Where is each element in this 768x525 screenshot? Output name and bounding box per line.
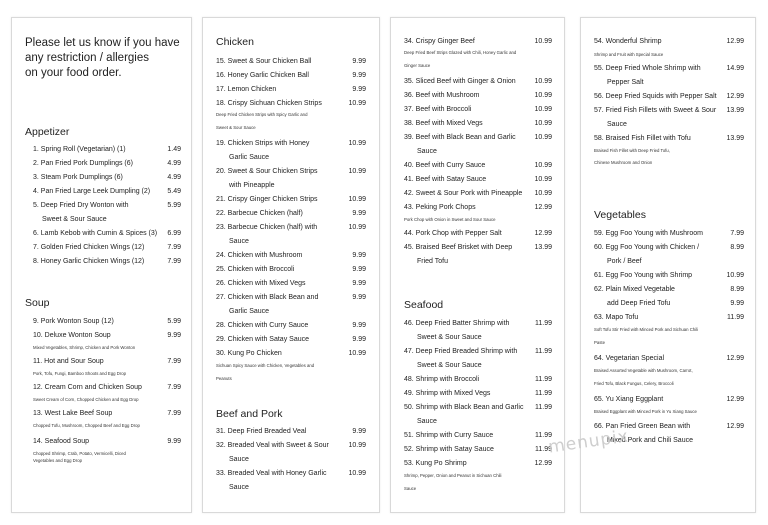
- item-name: 30. Kung Po Chicken: [216, 350, 282, 357]
- item-name: 19. Chicken Strips with Honey: [216, 140, 310, 147]
- item-name: 28. Chicken with Curry Sauce: [216, 322, 309, 329]
- item-price: 7.99: [167, 410, 181, 417]
- item-price: 7.99: [730, 230, 744, 237]
- item-price: 12.99: [534, 230, 552, 237]
- item-name: 20. Sweet & Sour Chicken Strips: [216, 168, 318, 175]
- item-price: 10.99: [348, 442, 366, 449]
- item-name: Garlic Sauce: [229, 308, 270, 315]
- item-name: with Pineapple: [229, 182, 275, 189]
- item-name: 1. Spring Roll (Vegetarian) (1): [33, 146, 126, 153]
- item-price: 8.99: [730, 244, 744, 251]
- item-price: 9.99: [352, 266, 366, 273]
- item-price: 10.99: [534, 190, 552, 197]
- item-name: Sauce: [229, 456, 249, 463]
- item-price: 10.99: [348, 196, 366, 203]
- item-description: Shrimp, Pepper, Onion and Peanut in Sichuan Chili: [404, 473, 502, 478]
- item-name: 59. Egg Foo Young with Mushroom: [594, 230, 703, 237]
- item-name: 44. Pork Chop with Pepper Salt: [404, 230, 502, 237]
- item-price: 10.99: [534, 106, 552, 113]
- item-price: 12.99: [726, 355, 744, 362]
- item-name: 35. Sliced Beef with Ginger & Onion: [404, 78, 516, 85]
- section-title-beef-pork: Beef and Pork: [216, 408, 283, 420]
- item-name: 45. Braised Beef Brisket with Deep: [404, 244, 513, 251]
- item-price: 12.99: [726, 396, 744, 403]
- item-price: 10.99: [348, 100, 366, 107]
- item-name: 14. Seafood Soup: [33, 438, 90, 445]
- item-name: 25. Chicken with Broccoli: [216, 266, 295, 273]
- item-name: Sauce: [417, 148, 437, 155]
- item-name: 64. Vegetarian Special: [594, 355, 665, 362]
- item-name: 17. Lemon Chicken: [216, 86, 277, 93]
- item-description: Deep Fried Beef Strips Glazed with Chili, Honey Garlic and: [404, 50, 517, 55]
- item-name: 3. Steam Pork Dumplings (6): [33, 174, 123, 181]
- item-name: Pork / Beef: [607, 258, 642, 265]
- item-name: 62. Plain Mixed Vegetable: [594, 286, 675, 293]
- item-description: Braised Fish Fillet with Deep Fried Tofu,: [594, 148, 670, 153]
- item-name: 39. Beef with Black Bean and Garlic: [404, 134, 516, 141]
- item-name: Sweet & Sour Sauce: [417, 362, 482, 369]
- item-name: Sweet & Sour Sauce: [417, 334, 482, 341]
- item-name: 66. Pan Fried Green Bean with: [594, 423, 691, 430]
- item-name: 52. Shrimp with Satay Sauce: [404, 446, 494, 453]
- item-price: 7.99: [167, 384, 181, 391]
- item-name: 8. Honey Garlic Chicken Wings (12): [33, 258, 145, 265]
- item-description: Chopped Shrimp, Crab, Potato, Vermicelli, Diced: [33, 451, 126, 456]
- item-name: Mixed Pork and Chili Sauce: [607, 437, 693, 444]
- item-name: 10. Deluxe Wonton Soup: [33, 332, 111, 339]
- item-name: 13. West Lake Beef Soup: [33, 410, 113, 417]
- item-name: 21. Crispy Ginger Chicken Strips: [216, 196, 318, 203]
- item-price: 12.99: [726, 38, 744, 45]
- allergy-notice-line-2: any restriction / allergies: [25, 52, 149, 64]
- allergy-notice-line-3: on your food order.: [25, 67, 122, 79]
- item-name: 61. Egg Foo Young with Shrimp: [594, 272, 693, 279]
- item-name: 5. Deep Fried Dry Wonton with: [33, 202, 129, 209]
- item-description: Sauce: [404, 486, 417, 491]
- menu-page-2: [202, 17, 380, 513]
- item-price: 12.99: [726, 93, 744, 100]
- item-name: Pepper Salt: [607, 79, 644, 86]
- item-price: 10.99: [534, 176, 552, 183]
- item-name: 47. Deep Fried Breaded Shrimp with: [404, 348, 518, 355]
- item-name: 50. Shrimp with Black Bean and Garlic: [404, 404, 524, 411]
- item-name: Garlic Sauce: [229, 154, 270, 161]
- item-price: 13.99: [534, 244, 552, 251]
- item-name: 65. Yu Xiang Eggplant: [594, 396, 664, 403]
- item-price: 5.49: [167, 188, 181, 195]
- item-price: 7.99: [167, 358, 181, 365]
- item-name: 31. Deep Fried Breaded Veal: [216, 428, 307, 435]
- item-price: 10.99: [726, 272, 744, 279]
- item-name: 24. Chicken with Mushroom: [216, 252, 303, 259]
- item-name: 63. Mapo Tofu: [594, 314, 639, 321]
- item-price: 10.99: [348, 168, 366, 175]
- section-title-appetizer: Appetizer: [25, 126, 70, 138]
- item-price: 14.99: [726, 65, 744, 72]
- item-price: 13.99: [726, 107, 744, 114]
- item-price: 9.99: [730, 300, 744, 307]
- item-name: 29. Chicken with Satay Sauce: [216, 336, 309, 343]
- watermark: menupix: [547, 426, 631, 458]
- item-name: 26. Chicken with Mixed Vegs: [216, 280, 306, 287]
- item-description: Sichuan Spicy Sauce with Chicken, Vegetables and: [216, 363, 315, 368]
- item-name: 22. Barbecue Chicken (half): [216, 210, 303, 217]
- item-price: 11.99: [535, 376, 552, 383]
- item-name: 4. Pan Fried Large Leek Dumpling (2): [33, 188, 151, 195]
- item-name: 36. Beef with Mushroom: [404, 92, 480, 99]
- item-price: 12.99: [534, 204, 552, 211]
- item-name: 42. Sweet & Sour Pork with Pineapple: [404, 190, 523, 197]
- item-price: 7.99: [167, 244, 181, 251]
- item-description: Peanuts: [216, 376, 232, 381]
- item-description: Fried Tofu, Black Fungus, Celery, Broccoli: [594, 381, 674, 386]
- item-description: Chopped Tofu, Mushroom, Chopped Beef and Egg Drop: [33, 423, 140, 428]
- item-description: Chinese Mushroom and Onion: [594, 160, 653, 165]
- item-name: 48. Shrimp with Broccoli: [404, 376, 480, 383]
- item-name: 15. Sweet & Sour Chicken Ball: [216, 58, 312, 65]
- item-price: 10.99: [534, 134, 552, 141]
- item-price: 9.99: [352, 58, 366, 65]
- item-name: 51. Shrimp with Curry Sauce: [404, 432, 494, 439]
- item-price: 9.99: [352, 252, 366, 259]
- item-description: Sweet Cream of Corn, Chopped Chicken and Egg Drop: [33, 397, 139, 402]
- item-price: 1.49: [167, 146, 181, 153]
- item-description: Vegetables and Egg Drop: [33, 458, 82, 463]
- item-name: 41. Beef with Satay Sauce: [404, 176, 487, 183]
- item-price: 13.99: [726, 135, 744, 142]
- allergy-notice: [25, 36, 185, 81]
- item-name: 32. Breaded Veal with Sweet & Sour: [216, 442, 329, 449]
- item-name: 7. Golden Fried Chicken Wings (12): [33, 244, 145, 251]
- item-description: Sweet & Sour Sauce: [216, 125, 256, 130]
- item-name: 57. Fried Fish Fillets with Sweet & Sour: [594, 107, 717, 114]
- item-name: 40. Beef with Curry Sauce: [404, 162, 486, 169]
- item-name: 34. Crispy Ginger Beef: [404, 38, 475, 45]
- item-price: 11.99: [535, 390, 552, 397]
- item-price: 5.99: [167, 318, 181, 325]
- item-description: Ginger Sauce: [404, 63, 431, 68]
- item-name: 16. Honey Garlic Chicken Ball: [216, 72, 309, 79]
- item-description: Braised Assorted Vegetable with Mushroom, Carrot,: [594, 368, 693, 373]
- item-name: 12. Cream Corn and Chicken Soup: [33, 384, 142, 391]
- item-price: 11.99: [535, 432, 552, 439]
- item-name: 33. Breaded Veal with Honey Garlic: [216, 470, 327, 477]
- item-price: 12.99: [534, 460, 552, 467]
- menu-page-1: [11, 17, 192, 513]
- item-price: 9.99: [352, 322, 366, 329]
- item-price: 10.99: [534, 120, 552, 127]
- item-name: Sauce: [229, 238, 249, 245]
- item-name: Sauce: [229, 484, 249, 491]
- item-name: 46. Deep Fried Batter Shrimp with: [404, 320, 510, 327]
- item-name: 27. Chicken with Black Bean and: [216, 294, 319, 301]
- item-price: 10.99: [348, 140, 366, 147]
- item-price: 11.99: [727, 314, 744, 321]
- item-name: 2. Pan Fried Pork Dumplings (6): [33, 160, 133, 167]
- allergy-notice-line-1: Please let us know if you have: [25, 37, 180, 49]
- item-price: 10.99: [348, 470, 366, 477]
- section-title-chicken: Chicken: [216, 36, 254, 48]
- item-price: 11.99: [535, 320, 552, 327]
- item-price: 5.99: [167, 202, 181, 209]
- item-description: Pork Chop with Onion in Sweet and Sour Sauce: [404, 217, 496, 222]
- item-price: 9.99: [167, 332, 181, 339]
- menu-page-3: [390, 17, 565, 513]
- item-name: 37. Beef with Broccoli: [404, 106, 472, 113]
- item-price: 9.99: [352, 280, 366, 287]
- section-title-seafood: Seafood: [404, 299, 444, 311]
- item-description: Pork, Tofu, Fungi, Bamboo Shoots and Egg Drop: [33, 371, 127, 376]
- item-price: 9.99: [352, 86, 366, 93]
- section-title-vegetables: Vegetables: [594, 209, 646, 221]
- item-price: 8.99: [730, 286, 744, 293]
- item-name: 58. Braised Fish Fillet with Tofu: [594, 135, 691, 142]
- section-title-soup: Soup: [25, 297, 50, 309]
- item-name: 43. Peking Pork Chops: [404, 204, 476, 211]
- item-price: 11.99: [535, 348, 552, 355]
- item-price: 12.99: [726, 423, 744, 430]
- item-name: 54. Wonderful Shrimp: [594, 38, 662, 45]
- item-name: 49. Shrimp with Mixed Vegs: [404, 390, 491, 397]
- item-price: 9.99: [352, 336, 366, 343]
- item-price: 6.99: [167, 230, 181, 237]
- item-name: 60. Egg Foo Young with Chicken /: [594, 244, 700, 251]
- item-description: Shrimp and Fruit with Special Sauce: [594, 52, 664, 57]
- item-price: 10.99: [534, 38, 552, 45]
- item-price: 9.99: [352, 72, 366, 79]
- item-price: 9.99: [352, 428, 366, 435]
- item-price: 11.99: [535, 446, 552, 453]
- item-name: 23. Barbecue Chicken (half) with: [216, 224, 318, 231]
- item-price: 10.99: [348, 350, 366, 357]
- item-name: 56. Deep Fried Squids with Pepper Salt: [594, 93, 717, 100]
- item-price: 10.99: [348, 224, 366, 231]
- item-price: 10.99: [534, 162, 552, 169]
- item-price: 9.99: [167, 438, 181, 445]
- item-name: Sweet & Sour Sauce: [42, 216, 107, 223]
- item-description: Mixed Vegetables, Shrimp, Chicken and Pork Wonton: [33, 345, 136, 350]
- item-price: 10.99: [534, 92, 552, 99]
- item-name: 55. Deep Fried Whole Shrimp with: [594, 65, 701, 72]
- item-price: 4.99: [167, 174, 181, 181]
- item-name: 53. Kung Po Shrimp: [404, 460, 467, 467]
- item-price: 10.99: [534, 78, 552, 85]
- item-name: Sauce: [607, 121, 627, 128]
- item-name: 6. Lamb Kebob with Cumin & Spices (3): [33, 230, 158, 237]
- item-price: 7.99: [167, 258, 181, 265]
- item-name: 38. Beef with Mixed Vegs: [404, 120, 483, 127]
- item-name: add Deep Fried Tofu: [607, 300, 671, 307]
- item-price: 9.99: [352, 294, 366, 301]
- item-name: Fried Tofu: [417, 258, 448, 265]
- item-price: 11.99: [535, 404, 552, 411]
- item-description: Soft Tofu Stir Fried with Minced Pork and Sichuan Chili: [594, 327, 699, 332]
- item-name: 18. Crispy Sichuan Chicken Strips: [216, 100, 322, 107]
- item-description: Braised Eggplant with Minced Pork in Yu Xiang Sauce: [594, 409, 697, 414]
- item-description: Deep Fried Chicken Strips with Spicy Garlic and: [216, 112, 308, 117]
- item-name: Sauce: [417, 418, 437, 425]
- item-name: 9. Pork Wonton Soup (12): [33, 318, 114, 325]
- item-name: 11. Hot and Sour Soup: [33, 358, 104, 365]
- item-description: Paste: [594, 340, 605, 345]
- item-price: 9.99: [352, 210, 366, 217]
- item-price: 4.99: [167, 160, 181, 167]
